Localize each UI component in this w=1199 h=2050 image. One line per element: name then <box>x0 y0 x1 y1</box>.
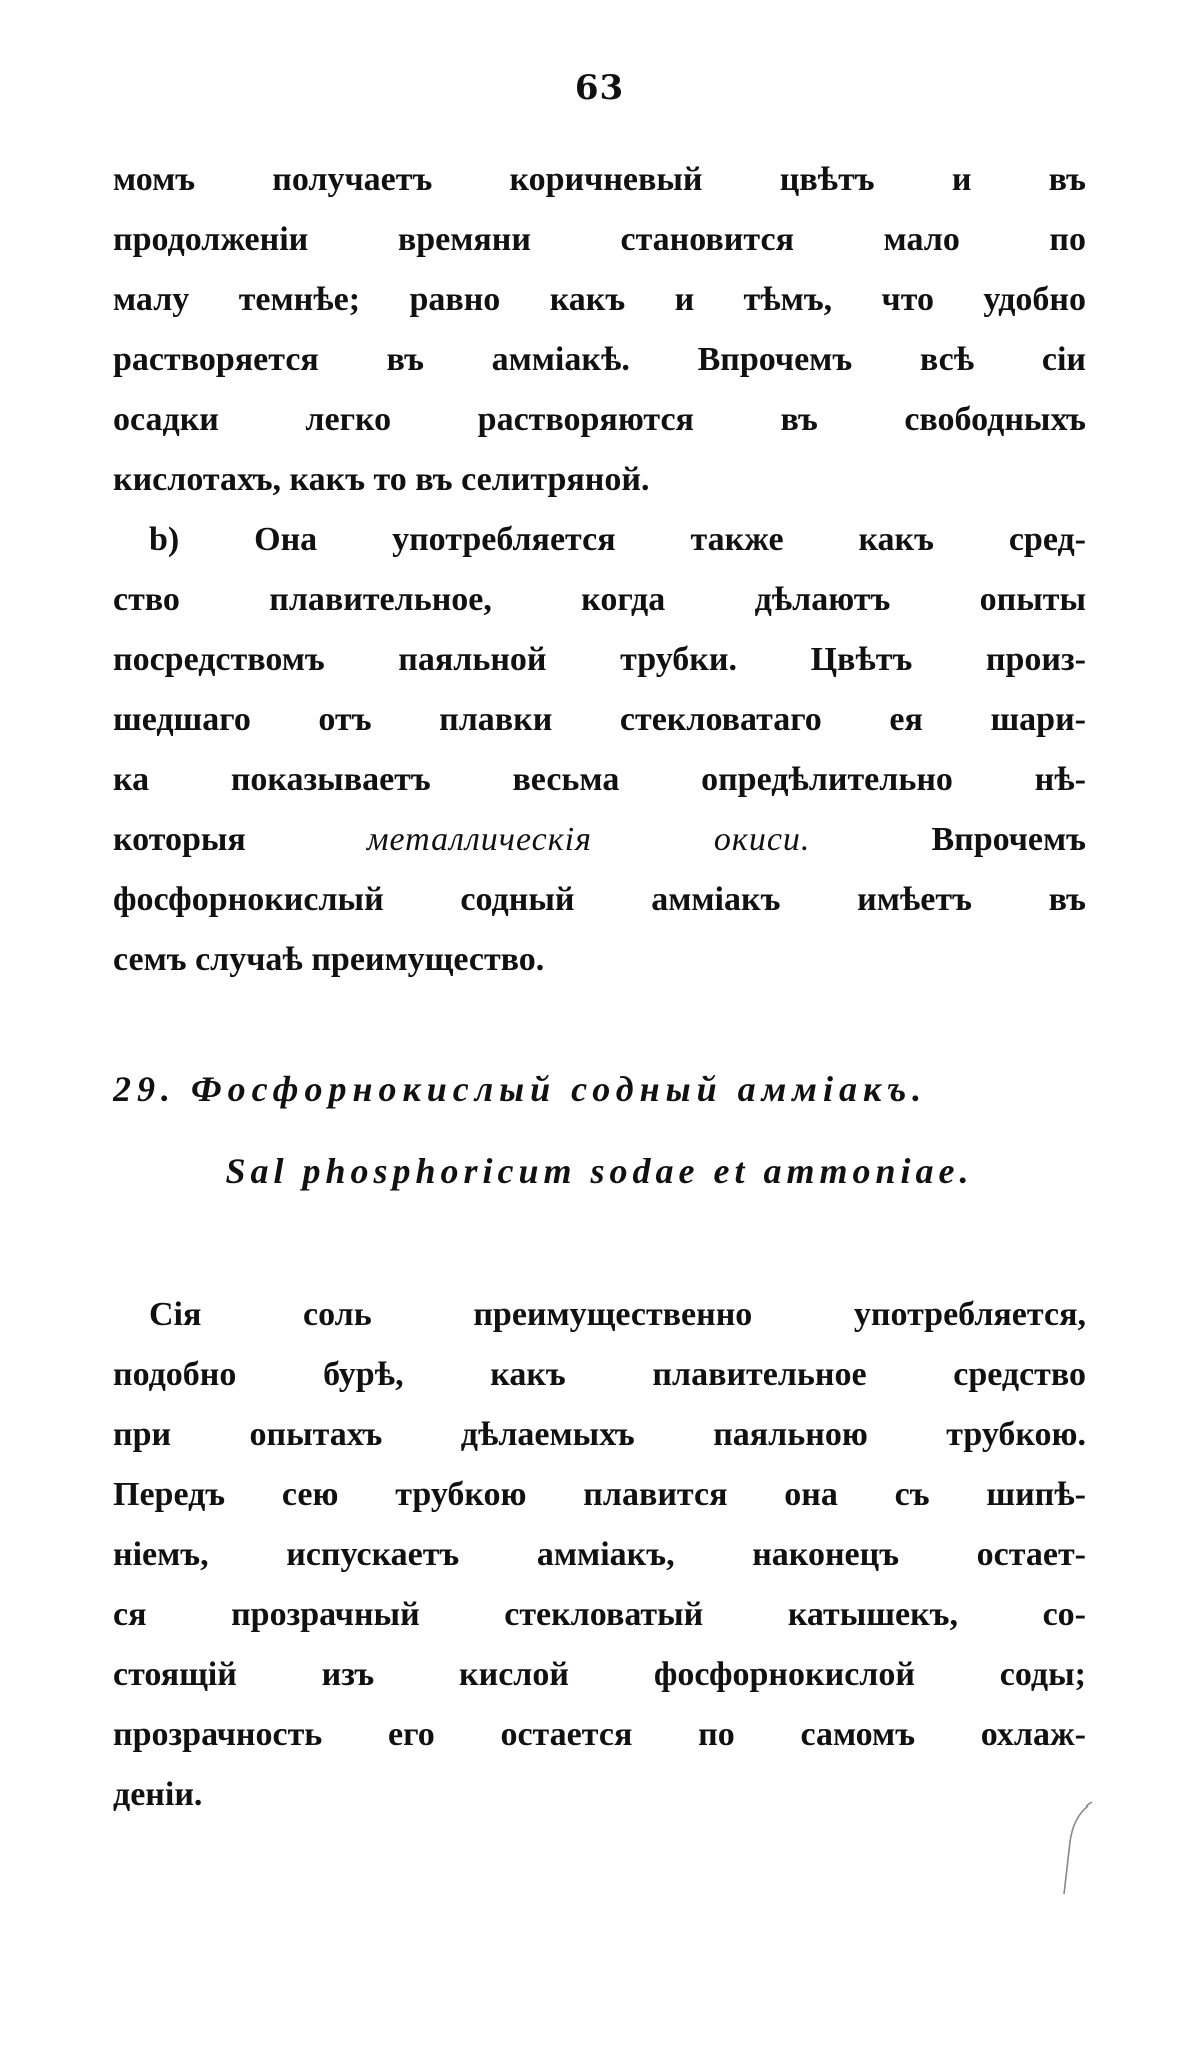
paragraph-1-line-2: продолженіи времяни становится мало по <box>113 221 1086 258</box>
paragraph-3-line-1: Сія соль преимущественно употребляется, <box>149 1296 1086 1333</box>
paragraph-2-line-7: фосфорнокислый содный амміакъ имѣетъ въ <box>113 881 1086 918</box>
paragraph-3-line-7: стоящій изъ кислой фосфорнокислой соды; <box>113 1656 1086 1693</box>
paragraph-3-line-4: Передъ сею трубкою плавится она съ шипѣ- <box>113 1476 1086 1513</box>
paragraph-3-line-9: деніи. <box>113 1776 203 1813</box>
paragraph-2-line-4: шедшаго отъ плавки стекловатаго ея шари- <box>113 701 1086 738</box>
page-number: 63 <box>574 68 625 108</box>
paragraph-1-line-4: растворяется въ амміакѣ. Впрочемъ всѣ сіи <box>113 341 1086 378</box>
text-block-top <box>113 150 1086 990</box>
paragraph-2-line-5: ка показываетъ весьма опредѣлительно нѣ- <box>113 761 1086 798</box>
paragraph-3-line-5: ніемъ, испускаетъ амміакъ, наконецъ остает- <box>113 1536 1086 1573</box>
paragraph-2-line-3: посредствомъ паяльной трубки. Цвѣтъ произ- <box>113 641 1086 678</box>
paragraph-3-line-6: ся прозрачный стекловатый катышекъ, со- <box>113 1596 1086 1633</box>
paragraph-1-line-1: момъ получаетъ коричневый цвѣтъ и въ <box>113 161 1086 198</box>
paragraph-1-line-3: малу темнѣе; равно какъ и тѣмъ, что удобно <box>113 281 1086 318</box>
section-heading-latin: Sal phosphoricum sodae et ammoniae. <box>225 1151 974 1191</box>
paragraph-2-line-8: семъ случаѣ преимущество. <box>113 941 545 978</box>
paragraph-3-line-8: прозрачность его остается по самомъ охлаж- <box>113 1716 1086 1753</box>
italic-term: металлическія окиси. <box>366 821 811 858</box>
paragraph-2-line-6-end: Впрочемъ <box>810 821 1086 858</box>
paragraph-2-line-6 <box>113 810 1086 870</box>
text-block-bottom <box>113 1285 1086 1825</box>
paragraph-2-line-6-start: которыя <box>113 821 367 858</box>
paragraph-2-line-2: ство плавительное, когда дѣлаютъ опыты <box>113 581 1086 618</box>
pencil-mark <box>1056 1800 1096 1900</box>
paragraph-1-line-5: осадки легко растворяются въ свободныхъ <box>113 401 1086 438</box>
paragraph-3-line-2: подобно бурѣ, какъ плавительное средство <box>113 1356 1086 1393</box>
paragraph-2-line-1: b) Она употребляется также какъ сред- <box>149 521 1086 558</box>
paragraph-1-line-6: кислотахъ, какъ то въ селитряной. <box>113 461 650 498</box>
section-heading-russian: 29. Фосфорнокислый содный амміакъ. <box>113 1069 928 1109</box>
paragraph-3-line-3: при опытахъ дѣлаемыхъ паяльною трубкою. <box>113 1416 1086 1453</box>
